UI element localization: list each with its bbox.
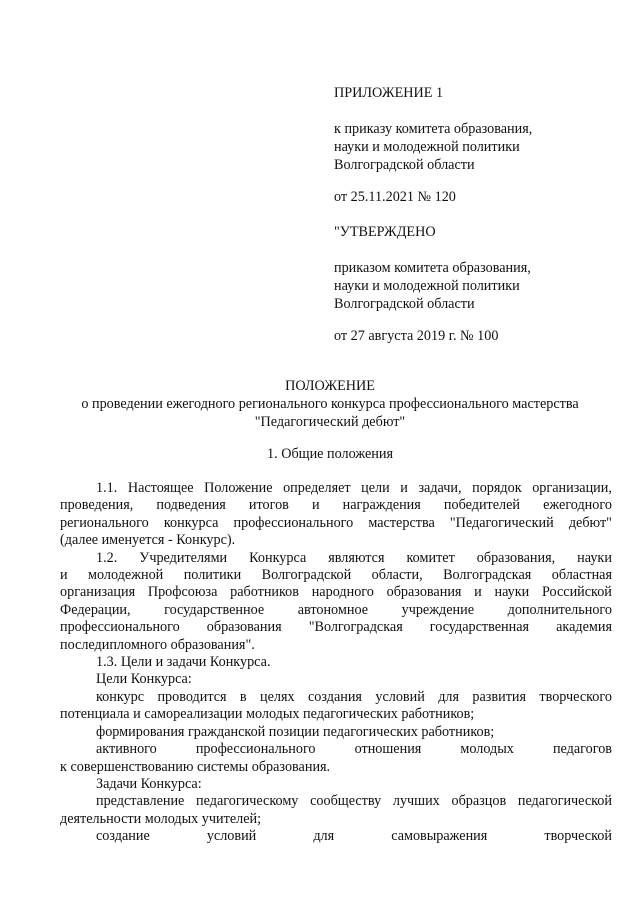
body-word: Учредителями xyxy=(139,549,228,566)
body-word: лучших xyxy=(392,793,440,810)
body-word: молодежной xyxy=(88,567,164,584)
body-word: дебют" xyxy=(568,514,612,531)
body-word: определяет xyxy=(283,480,351,496)
title-line: ПОЛОЖЕНИЕ xyxy=(285,378,375,394)
body-word: педагогов xyxy=(552,741,612,758)
body-word: профессионального xyxy=(60,619,180,636)
body-word: конкурс xyxy=(96,688,145,705)
body-line: последипломного образования". xyxy=(60,636,255,653)
body-line xyxy=(60,567,612,584)
body-word: педагогическому xyxy=(196,793,299,810)
body-line xyxy=(60,793,612,810)
body-word: цели xyxy=(361,480,390,496)
order-date: от 25.11.2021 № 120 xyxy=(334,189,456,205)
body-line xyxy=(60,497,612,514)
body-word: условий xyxy=(375,688,425,705)
body-word: работников xyxy=(230,584,299,601)
body-word: Волгоградской xyxy=(261,567,352,584)
body-word: проводится xyxy=(157,688,227,705)
body-word: образцов xyxy=(451,793,507,810)
body-word: творческого xyxy=(539,688,612,705)
approved-by-line: Волгоградской области xyxy=(334,296,475,312)
body-word: Российской xyxy=(541,584,612,601)
body-word: сообществу xyxy=(310,793,382,810)
body-word: ежегодного xyxy=(543,497,612,514)
body-line: (далее именуется - Конкурс). xyxy=(60,532,236,549)
body-word: Настоящее xyxy=(127,480,194,496)
body-line xyxy=(60,619,612,636)
body-line: 1.3. Цели и задачи Конкурса. xyxy=(96,654,271,671)
body-word: дополнительного xyxy=(507,601,612,618)
body-word: проведения, xyxy=(60,497,134,514)
body-word: Профсоюза xyxy=(147,584,218,601)
body-word: профессионального xyxy=(195,741,316,758)
body-word: отношения xyxy=(354,741,422,758)
approved-by-block xyxy=(334,259,614,313)
body-word: победителей xyxy=(443,497,521,514)
body-word: науки xyxy=(577,549,612,566)
body-line xyxy=(60,602,612,619)
approved-date: от 27 августа 2019 г. № 100 xyxy=(334,328,499,344)
body-line: потенциала и самореализации молодых педагогических работников; xyxy=(60,706,475,723)
body-word: комитет xyxy=(406,549,455,566)
body-word: создания xyxy=(307,688,362,705)
body-word: автономное xyxy=(297,601,369,618)
body-word: условий xyxy=(206,828,257,845)
body-word: педагогической xyxy=(517,793,612,810)
body-word: в xyxy=(239,688,247,705)
body-word: организации, xyxy=(532,480,612,496)
to-order-line: Волгоградской области xyxy=(334,157,475,173)
body-word: областная xyxy=(551,567,612,584)
body-word: самовыражения xyxy=(391,828,488,845)
title-line: о проведении ежегодного регионального конкурса профессионального мастерства xyxy=(81,396,579,412)
body-word: регионального xyxy=(60,514,149,531)
to-order-block xyxy=(334,120,614,174)
body-word: и xyxy=(60,567,68,584)
to-order-line: науки и молодежной политики xyxy=(334,139,520,155)
body-word: для xyxy=(438,688,460,705)
body-line xyxy=(60,741,612,758)
body-word: науки xyxy=(494,584,530,601)
body-word: итогов xyxy=(248,497,289,514)
body-word: и xyxy=(474,584,482,601)
body-word: "Педагогический xyxy=(449,514,554,531)
body-word: Конкурса xyxy=(249,549,307,566)
body-word: подведения xyxy=(156,497,226,514)
body-word: области, xyxy=(371,567,423,584)
body-line xyxy=(60,584,612,601)
body-word: академия xyxy=(556,619,612,636)
body-word: и xyxy=(311,497,320,514)
body-word: организация xyxy=(60,584,136,601)
body-word: являются xyxy=(328,549,385,566)
body-line xyxy=(60,828,612,845)
body-word: целях xyxy=(260,688,295,705)
body-word: порядок xyxy=(472,480,522,496)
body-word: молодых xyxy=(460,741,514,758)
body-word: Федерации, xyxy=(60,601,131,618)
title-line: "Педагогический дебют" xyxy=(254,414,406,430)
body-word: представление xyxy=(96,793,185,810)
body-line xyxy=(60,480,612,497)
body-line: к совершенствованию системы образования. xyxy=(60,758,331,775)
section-body xyxy=(60,480,612,846)
body-word: Волгоградская xyxy=(443,567,532,584)
body-word: мастерства xyxy=(368,514,435,531)
section-heading: 1. Общие положения xyxy=(267,446,393,462)
body-word: развития xyxy=(472,688,527,705)
body-word: образования xyxy=(386,584,462,601)
body-word: учреждение xyxy=(401,601,475,618)
approved-label: "УТВЕРЖДЕНО xyxy=(334,224,436,240)
body-word: Положение xyxy=(204,480,273,496)
body-line xyxy=(60,515,612,532)
body-line: формирования гражданской позиции педагогических работников; xyxy=(96,723,495,740)
approved-by-line: приказом комитета образования, xyxy=(334,260,531,276)
body-word: образования, xyxy=(476,549,556,566)
body-word: народного xyxy=(311,584,374,601)
body-word: государственная xyxy=(429,619,530,636)
body-word: политики xyxy=(183,567,242,584)
body-word: профессионального xyxy=(233,514,354,531)
body-word: 1.2. xyxy=(96,549,118,566)
to-order-line: к приказу комитета образования, xyxy=(334,121,533,137)
body-word: конкурса xyxy=(163,514,219,531)
body-word: образования xyxy=(206,619,282,636)
body-word: для xyxy=(313,828,335,845)
document-title xyxy=(40,377,620,431)
body-word: награждения xyxy=(342,497,421,514)
body-word: государственное xyxy=(164,601,265,618)
approved-by-line: науки и молодежной политики xyxy=(334,278,520,294)
body-word: творческой xyxy=(544,828,612,845)
body-line: Задачи Конкурса: xyxy=(96,775,202,792)
body-line: Цели Конкурса: xyxy=(96,671,192,688)
body-word: активного xyxy=(96,741,157,758)
body-word: и xyxy=(400,480,408,496)
body-word: задачи, xyxy=(418,480,462,496)
appendix-label: ПРИЛОЖЕНИЕ 1 xyxy=(334,85,444,101)
body-line: деятельности молодых учителей; xyxy=(60,810,262,827)
body-word: "Волгоградская xyxy=(308,619,403,636)
body-word: создание xyxy=(96,828,150,845)
body-word: 1.1. xyxy=(96,480,118,496)
body-line xyxy=(60,550,612,567)
body-line xyxy=(60,689,612,706)
